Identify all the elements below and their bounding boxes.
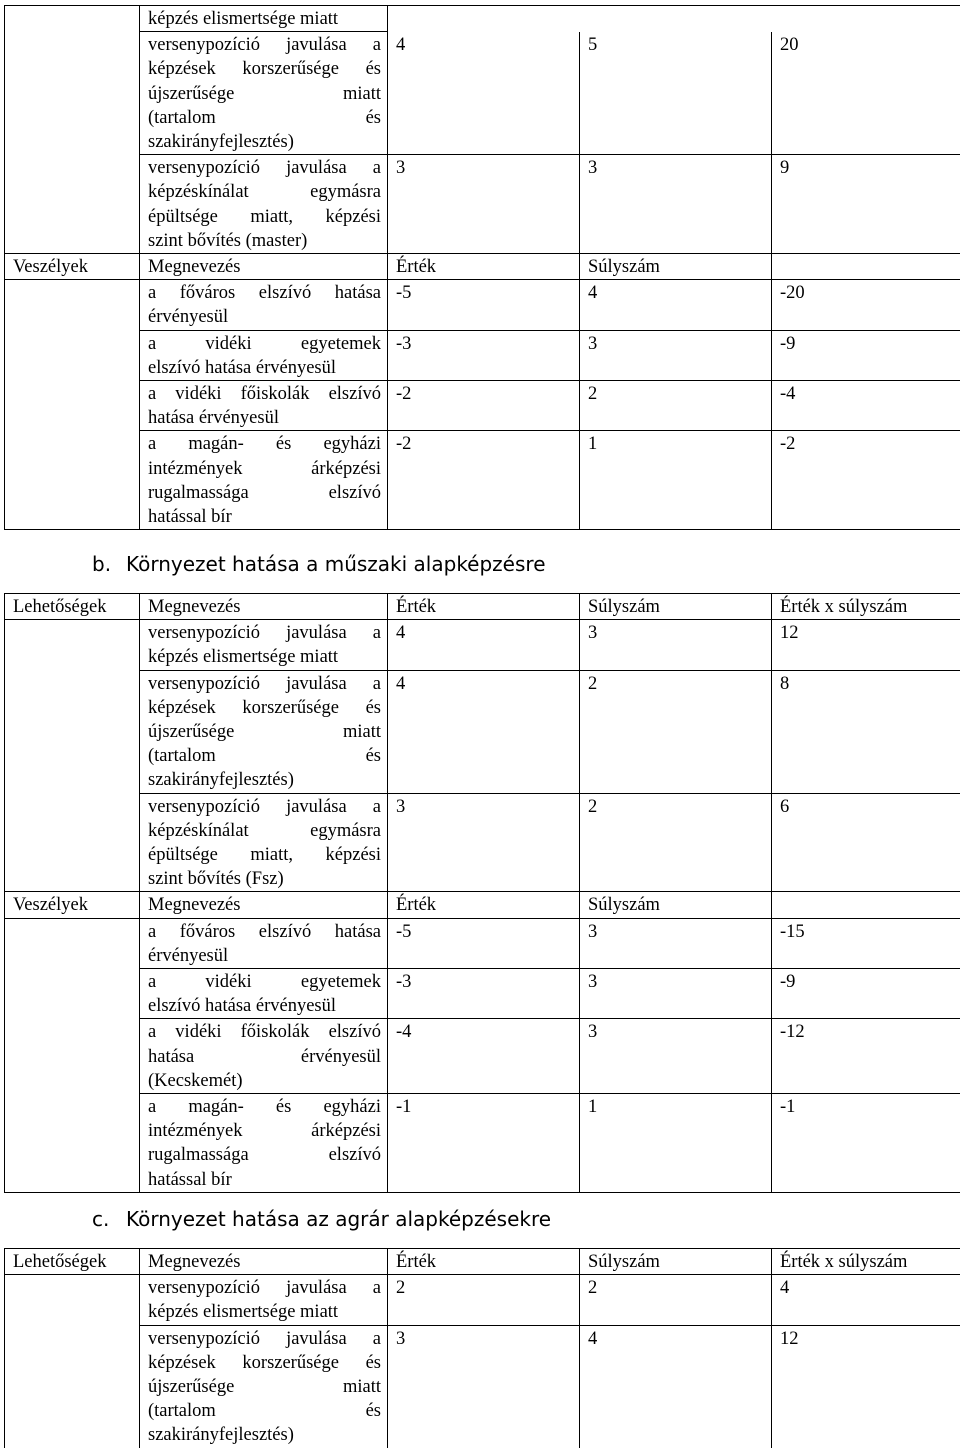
threats-label: Veszélyek [5, 892, 140, 918]
table-header-row [5, 594, 960, 620]
suly-cell: 4 [580, 280, 772, 330]
table-header-row [5, 254, 960, 280]
table-header-row [5, 1249, 960, 1275]
header-megnevezes: Megnevezés [140, 1249, 388, 1275]
suly-cell: 2 [580, 381, 772, 431]
suly-cell: 2 [580, 670, 772, 793]
szorzat-cell: 6 [772, 793, 960, 892]
szorzat-cell: -9 [772, 969, 960, 1019]
ertek-cell: 3 [388, 155, 580, 254]
header-empty [772, 254, 960, 280]
table-row [5, 1094, 960, 1193]
ertek-cell: 4 [388, 32, 580, 155]
szorzat-cell: 20 [772, 32, 960, 155]
suly-cell: 3 [580, 620, 772, 670]
suly-cell: 3 [580, 155, 772, 254]
section-title: Környezet hatása a műszaki alapképzésre [126, 552, 546, 576]
header-megnevezes: Megnevezés [140, 254, 388, 280]
table-row [5, 330, 960, 380]
suly-cell: 4 [580, 1325, 772, 1448]
szorzat-cell: 8 [772, 670, 960, 793]
section-heading-b [92, 552, 546, 576]
table-row [5, 6, 960, 32]
ertek-cell: -1 [388, 1094, 580, 1193]
row-label-cell [5, 620, 140, 892]
szorzat-cell: -9 [772, 330, 960, 380]
description-cell: a vidéki egyetemek elszívó hatása érvényesül [140, 969, 388, 1019]
table-row [5, 431, 960, 530]
description-cell: versenypozíció javulása a képzések korszerűsége és újszerűsége miatt (tartalom és szakirányfejlesztés) [140, 1325, 388, 1448]
row-label-cell [5, 918, 140, 1192]
section-letter: b. [92, 552, 126, 576]
ertek-cell: 4 [388, 620, 580, 670]
szorzat-cell: -15 [772, 918, 960, 968]
section-heading-c [92, 1207, 551, 1231]
table-row [5, 381, 960, 431]
description-cell: a főváros elszívó hatása érvényesül [140, 918, 388, 968]
description-cell: a magán- és egyházi intézmények árképzési rugalmassága elszívó hatással bír [140, 1094, 388, 1193]
header-ertek-x-sulyszam: Érték x súlyszám [772, 1249, 960, 1275]
table-row [5, 1019, 960, 1094]
table-row [5, 670, 960, 793]
description-cell: versenypozíció javulása a képzések korszerűsége és újszerűsége miatt (tartalom és szakirányfejlesztés) [140, 670, 388, 793]
ertek-cell: -3 [388, 330, 580, 380]
szorzat-cell: -12 [772, 1019, 960, 1094]
table-row [5, 32, 960, 155]
szorzat-cell: -1 [772, 1094, 960, 1193]
description-cell: a vidéki főiskolák elszívó hatása érvényesül (Kecskemét) [140, 1019, 388, 1094]
header-sulyszam: Súlyszám [580, 254, 772, 280]
ertek-cell: -4 [388, 1019, 580, 1094]
szorzat-cell: -4 [772, 381, 960, 431]
ertek-cell: -5 [388, 280, 580, 330]
description-cell: a vidéki főiskolák elszívó hatása érvényesül [140, 381, 388, 431]
suly-cell: 5 [580, 32, 772, 155]
ertek-cell: 4 [388, 670, 580, 793]
header-ertek: Érték [388, 594, 580, 620]
table-b [4, 593, 960, 1193]
szorzat-cell: -2 [772, 431, 960, 530]
row-label-cell [5, 280, 140, 530]
row-label-cell [5, 6, 140, 254]
szorzat-cell: 12 [772, 620, 960, 670]
opportunities-label: Lehetőségek [5, 1249, 140, 1275]
table-row [5, 280, 960, 330]
table-row [5, 1325, 960, 1448]
table-row [5, 918, 960, 968]
table-row [5, 969, 960, 1019]
table-a [4, 5, 960, 530]
header-ertek: Érték [388, 892, 580, 918]
row-label-cell [5, 1275, 140, 1448]
suly-cell: 3 [580, 969, 772, 1019]
description-cell: a vidéki egyetemek elszívó hatása érvényesül [140, 330, 388, 380]
header-ertek: Érték [388, 1249, 580, 1275]
description-cell: versenypozíció javulása a képzések korszerűsége és újszerűsége miatt (tartalom és szakirányfejlesztés) [140, 32, 388, 155]
table-row [5, 793, 960, 892]
empty-value-cell [388, 6, 960, 32]
header-megnevezes: Megnevezés [140, 892, 388, 918]
header-sulyszam: Súlyszám [580, 1249, 772, 1275]
table-header-row [5, 892, 960, 918]
table-row [5, 1275, 960, 1325]
header-megnevezes: Megnevezés [140, 594, 388, 620]
ertek-cell: 2 [388, 1275, 580, 1325]
section-letter: c. [92, 1207, 126, 1231]
description-cell: versenypozíció javulása a képzéskínálat egymásra épültsége miatt, képzési szint bővítés (master) [140, 155, 388, 254]
description-cell: versenypozíció javulása a képzés elismertsége miatt [140, 620, 388, 670]
szorzat-cell: -20 [772, 280, 960, 330]
suly-cell: 2 [580, 1275, 772, 1325]
table-c [4, 1248, 960, 1448]
suly-cell: 3 [580, 330, 772, 380]
description-cell: versenypozíció javulása a képzés elismertsége miatt [140, 1275, 388, 1325]
ertek-cell: 3 [388, 793, 580, 892]
table-row [5, 620, 960, 670]
header-sulyszam: Súlyszám [580, 594, 772, 620]
szorzat-cell: 9 [772, 155, 960, 254]
suly-cell: 1 [580, 1094, 772, 1193]
ertek-cell: -3 [388, 969, 580, 1019]
header-empty [772, 892, 960, 918]
description-cell: a magán- és egyházi intézmények árképzési rugalmassága elszívó hatással bír [140, 431, 388, 530]
szorzat-cell: 12 [772, 1325, 960, 1448]
ertek-cell: -5 [388, 918, 580, 968]
section-title: Környezet hatása az agrár alapképzésekre [126, 1207, 551, 1231]
suly-cell: 2 [580, 793, 772, 892]
description-cell: a főváros elszívó hatása érvényesül [140, 280, 388, 330]
ertek-cell: -2 [388, 381, 580, 431]
description-cell: képzés elismertsége miatt [140, 6, 388, 32]
table-row [5, 155, 960, 254]
header-ertek: Érték [388, 254, 580, 280]
threats-label: Veszélyek [5, 254, 140, 280]
szorzat-cell: 4 [772, 1275, 960, 1325]
ertek-cell: 3 [388, 1325, 580, 1448]
header-sulyszam: Súlyszám [580, 892, 772, 918]
suly-cell: 3 [580, 1019, 772, 1094]
suly-cell: 1 [580, 431, 772, 530]
suly-cell: 3 [580, 918, 772, 968]
ertek-cell: -2 [388, 431, 580, 530]
header-ertek-x-sulyszam: Érték x súlyszám [772, 594, 960, 620]
opportunities-label: Lehetőségek [5, 594, 140, 620]
description-cell: versenypozíció javulása a képzéskínálat egymásra épültsége miatt, képzési szint bővítés (Fsz) [140, 793, 388, 892]
